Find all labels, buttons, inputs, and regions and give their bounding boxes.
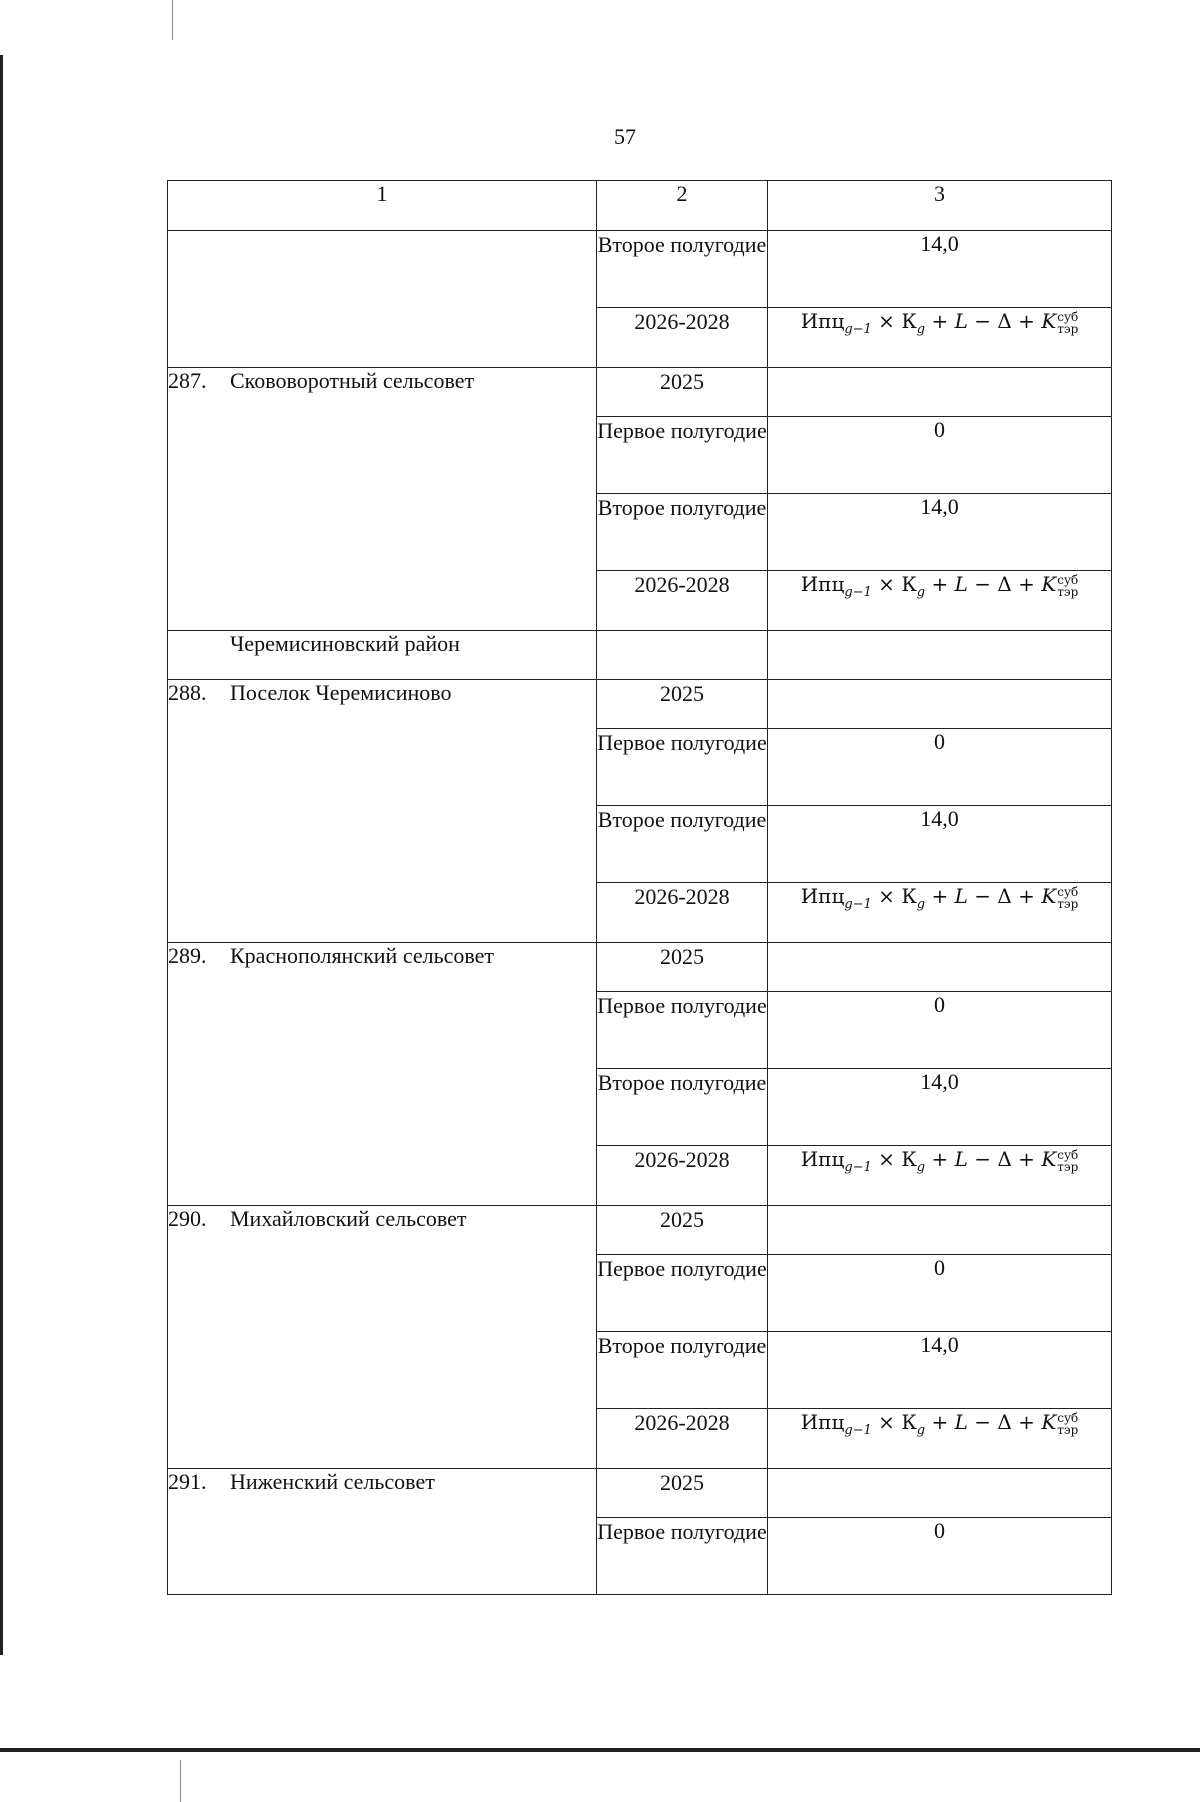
value-cell <box>768 1469 1112 1518</box>
value-cell: 0 <box>768 1518 1112 1595</box>
formula-cell <box>768 883 1112 943</box>
entry-number: 290. <box>168 1206 207 1231</box>
period-cell: 2026-2028 <box>597 1409 768 1469</box>
value-cell <box>768 680 1112 729</box>
header-col-1: 1 <box>168 181 597 231</box>
value-cell: 14,0 <box>768 494 1112 571</box>
period-cell: Второе полугодие <box>597 1069 768 1146</box>
period-cell: 2025 <box>597 680 768 729</box>
header-col-3: 3 <box>768 181 1112 231</box>
value-cell: 14,0 <box>768 1069 1112 1146</box>
value-cell <box>768 1206 1112 1255</box>
period-cell: Второе полугодие <box>597 231 768 308</box>
formula-cell <box>768 1146 1112 1206</box>
district-row <box>168 631 1112 680</box>
entry-number: 288. <box>168 680 207 705</box>
header-col-2: 2 <box>597 181 768 231</box>
period-cell: 2026-2028 <box>597 308 768 368</box>
period-cell: 2026-2028 <box>597 883 768 943</box>
period-cell: Первое полугодие <box>597 729 768 806</box>
entry-name: Краснополянский сельсовет <box>230 943 495 968</box>
period-cell: 2026-2028 <box>597 571 768 631</box>
formula: $Ипц_{g-1} \times К_g + L - \Delta + K$ суб тэр <box>800 572 1079 600</box>
district-cell <box>168 631 597 680</box>
entry-cell <box>168 680 597 943</box>
period-cell: 2026-2028 <box>597 1146 768 1206</box>
table-row <box>168 231 1112 308</box>
formula-cell <box>768 1409 1112 1469</box>
scan-mark <box>172 0 173 40</box>
period-cell: Второе полугодие <box>597 494 768 571</box>
value-cell <box>768 943 1112 992</box>
entry-number: 287. <box>168 368 207 393</box>
period-cell: 2025 <box>597 368 768 417</box>
entry-number: 289. <box>168 943 207 968</box>
entry-cell <box>168 943 597 1206</box>
page-number: 57 <box>614 124 636 149</box>
entry-name: Скововоротный сельсовет <box>230 368 475 393</box>
period-cell: Первое полугодие <box>597 1518 768 1595</box>
table-header-row <box>168 181 1112 231</box>
entry-number: 291. <box>168 1469 207 1494</box>
value-cell: 14,0 <box>768 806 1112 883</box>
scan-bottom-edge <box>0 1748 1200 1752</box>
entry-name: Поселок Черемисиново <box>230 680 452 705</box>
value-cell: 0 <box>768 992 1112 1069</box>
entry-cell-empty <box>168 231 597 368</box>
formula: $Ипц_{g-1} \times К_g + L - \Delta + K$ суб тэр <box>800 1410 1079 1438</box>
entry-name: Ниженский сельсовет <box>230 1469 435 1494</box>
value-cell <box>768 368 1112 417</box>
value-cell: 14,0 <box>768 1332 1112 1409</box>
formula-cell <box>768 308 1112 368</box>
table-row <box>168 368 1112 417</box>
scan-left-edge <box>0 55 3 1655</box>
table-row <box>168 1469 1112 1518</box>
table-row <box>168 680 1112 729</box>
value-cell: 14,0 <box>768 231 1112 308</box>
period-cell: Первое полугодие <box>597 1255 768 1332</box>
value-cell: 0 <box>768 417 1112 494</box>
value-cell <box>768 631 1112 680</box>
formula: $Ипц_{g-1} \times К_g + L - \Delta + K$ суб тэр <box>800 884 1079 912</box>
entry-cell <box>168 1469 597 1595</box>
entry-name: Михайловский сельсовет <box>230 1206 467 1231</box>
scan-mark <box>180 1760 181 1802</box>
period-cell <box>597 631 768 680</box>
period-cell: Первое полугодие <box>597 992 768 1069</box>
formula: $Ипц_{g-1} \times К_g + L - \Delta + K$ суб тэр <box>800 309 1079 337</box>
formula-cell <box>768 571 1112 631</box>
table-row <box>168 1206 1112 1255</box>
entry-cell <box>168 368 597 631</box>
period-cell: 2025 <box>597 1469 768 1518</box>
table-row <box>168 943 1112 992</box>
period-cell: Второе полугодие <box>597 806 768 883</box>
period-cell: 2025 <box>597 1206 768 1255</box>
tariff-table <box>167 180 1112 1595</box>
entry-cell <box>168 1206 597 1469</box>
period-cell: 2025 <box>597 943 768 992</box>
value-cell: 0 <box>768 729 1112 806</box>
formula: $Ипц_{g-1} \times К_g + L - \Delta + K$ суб тэр <box>800 1147 1079 1175</box>
period-cell: Первое полугодие <box>597 417 768 494</box>
period-cell: Второе полугодие <box>597 1332 768 1409</box>
district-name: Черемисиновский район <box>230 631 460 656</box>
value-cell: 0 <box>768 1255 1112 1332</box>
